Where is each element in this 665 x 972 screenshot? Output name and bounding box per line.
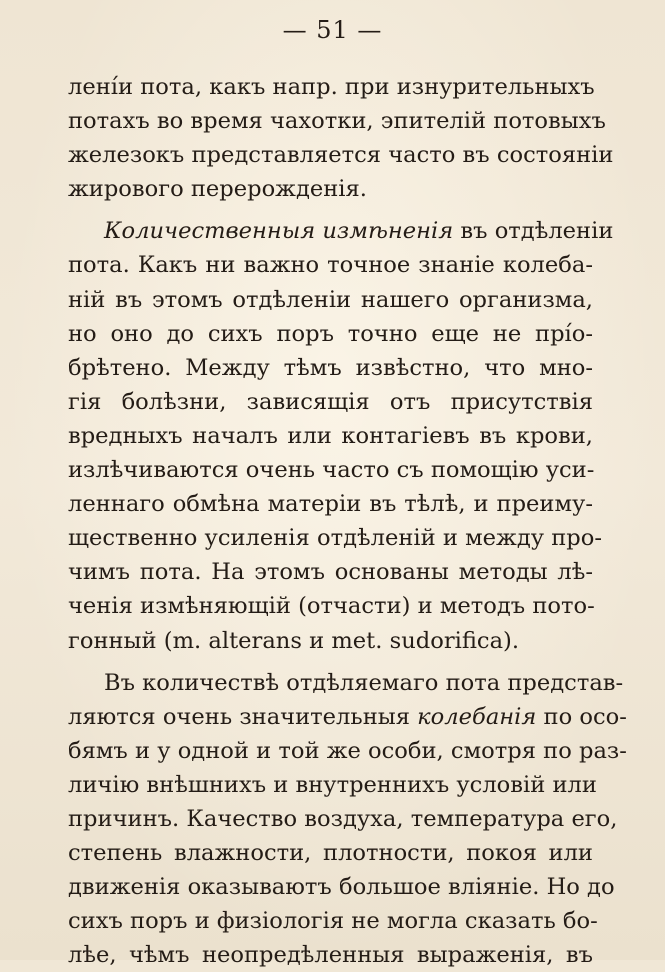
text-line: степень влажности, плотности, покоя или	[68, 840, 593, 867]
text-line: гія болѣзни, зависящія отъ присутствія	[68, 388, 593, 415]
text-line: брѣтено. Между тѣмъ извѣстно, что мно-	[68, 354, 593, 381]
text-line: движенія оказываютъ большое вліяніе. Но до	[68, 874, 615, 901]
text-line: лѣе, чѣмъ неопредѣленныя выраженія, въ	[68, 942, 593, 969]
text-line: ченія измѣняющій (отчасти) и методъ пото-	[68, 593, 595, 620]
text-line: сихъ поръ и физіологія не могла сказать бо-	[68, 908, 598, 935]
text-line: излѣчиваются очень часто съ помощію уси-	[68, 457, 595, 484]
page-number: — 51 —	[282, 16, 383, 44]
paragraph-3	[68, 666, 627, 972]
text-line: пота. Какъ ни важно точное знаніе колеба-	[68, 252, 593, 279]
text-line: вредныхъ началъ или контагіевъ въ крови,	[68, 422, 593, 449]
text-line: причинъ. Качество воздуха, температура его,	[68, 805, 618, 832]
text-line: личію внѣшнихъ и внутреннихъ условій или	[68, 771, 597, 798]
italic-term: колебанія	[417, 703, 537, 730]
text-line: бямъ и у одной и той же особи, смотря по раз-	[68, 737, 627, 764]
text-line: жирового перерожденія.	[68, 176, 367, 203]
paragraph-2	[68, 214, 614, 657]
text-line: леннаго обмѣна матеріи въ тѣлѣ, и преиму-	[68, 491, 593, 518]
text-line: железокъ представляется часто въ состояніи	[68, 142, 614, 169]
text-line: ній въ этомъ отдѣленіи нашего организма,	[68, 286, 593, 313]
text-line: Количественныя измѣненія въ отдѣленіи	[104, 218, 614, 245]
text-line: потахъ во время чахотки, эпителій потовыхъ	[68, 108, 606, 135]
text-line: ляются очень значительныя колебанія по осо-	[68, 703, 627, 730]
text-line: но оно до сихъ поръ точно еще не прі́о-	[68, 320, 593, 347]
text-line: Въ количествѣ отдѣляемаго пота представ-	[104, 669, 624, 696]
text-line: чимъ пота. На этомъ основаны методы лѣ-	[68, 559, 593, 586]
body-text	[68, 70, 627, 972]
text-line: щественно усиленія отдѣленій и между про-	[68, 525, 602, 552]
text-line: лені́и пота, какъ напр. при изнурительныхъ	[68, 74, 595, 100]
paragraph-1	[68, 70, 614, 206]
text-line: гонный (m. alterans и met. sudorifica).	[68, 627, 520, 654]
italic-term: Количественныя измѣненія	[104, 218, 454, 245]
